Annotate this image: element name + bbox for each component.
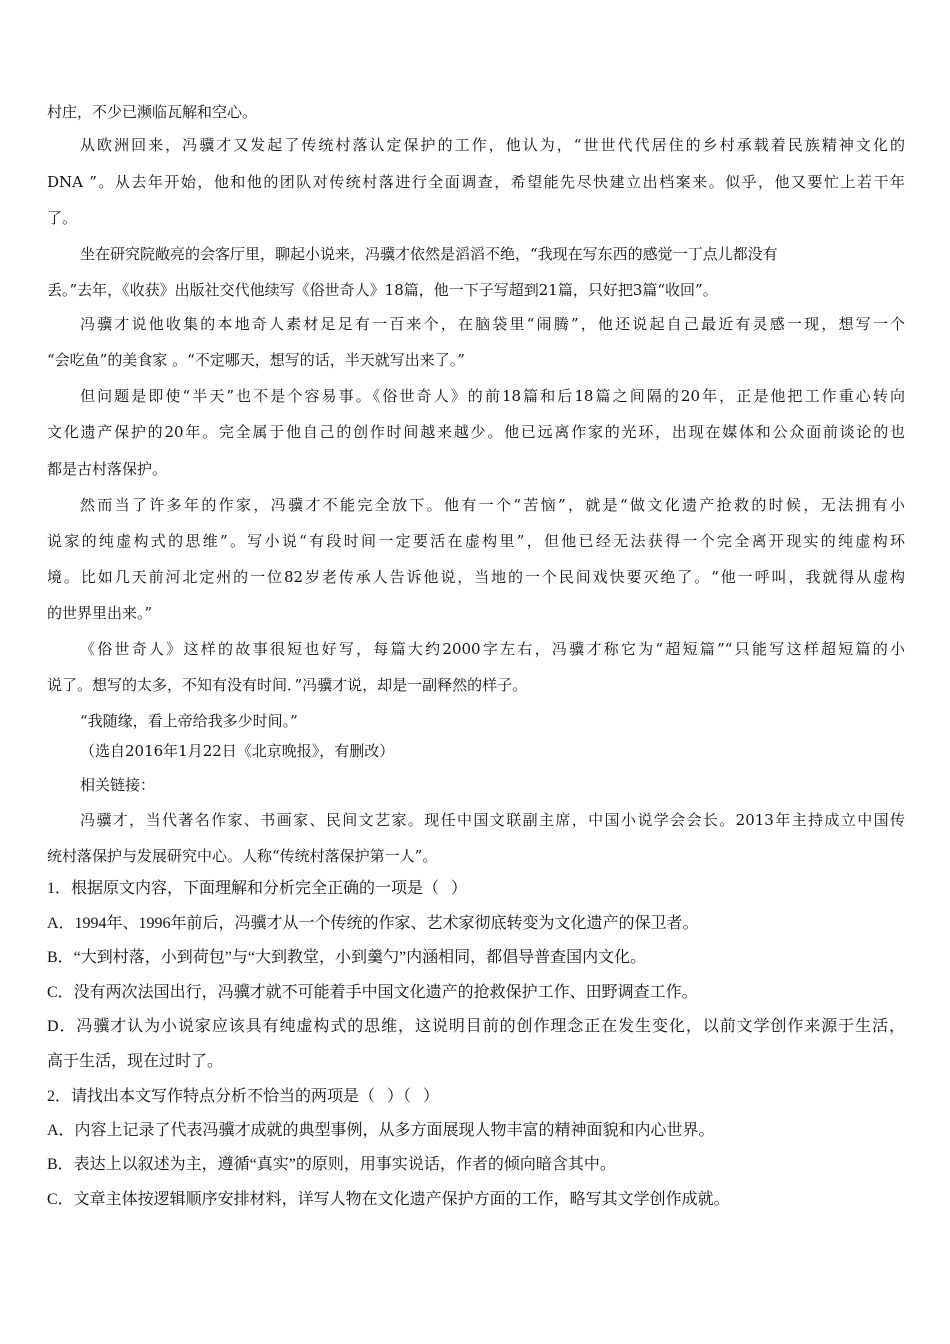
passage-line: 坐在研究院敞亮的会客厅里，聊起小说来，冯骥才依然是滔滔不绝，“我现在写东西的感觉一丁点儿都没有 (80, 245, 778, 263)
passage-line: 冯骥才说他收集的本地奇人素材足足有一百来个，在脑袋里“闹腾”，他还说起自己最近有灵感一现，想写一个 (80, 315, 905, 333)
passage-line: 文化遗产保护的20年。完全属于他自己的创作时间越来越少。他已远离作家的光环，出现在媒体和公众面前谈论的也 (47, 423, 905, 441)
passage-line: 丢。”去年，《收获》出版社交代他续写《俗世奇人》18篇，他一下子写超到21篇，只好把3篇“收回”。 (47, 281, 718, 299)
passage-line: 的世界里出来。” (47, 604, 153, 622)
passage-line: 都是古村落保护。 (47, 460, 168, 478)
passage-line: 《俗世奇人》这样的故事很短也好写，每篇大约2000字左右，冯骥才称它为“超短篇”“只能写这样超短篇的小 (80, 640, 905, 658)
passage-line: 统村落保护与发展研究中心。人称“传统村落保护第一人”。 (47, 847, 438, 865)
passage-line: 但问题是即使“半天”也不是个容易事。《俗世奇人》的前18篇和后18篇之间隔的20年，正是他把工作重心转向 (80, 387, 905, 405)
source-citation: （选自2016年1月22日《北京晚报》，有删改） (80, 742, 395, 760)
question-2-option-c: C．文章主体按逻辑顺序安排材料，详写人物在文化遗产保护方面的工作，略写其文学创作成就。 (47, 1191, 730, 1208)
question-1-option-c: C．没有两次法国出行，冯骥才就不可能着手中国文化遗产的抢救保护工作、田野调查工作。 (47, 984, 698, 1001)
passage-line: 然而当了许多年的作家，冯骥才不能完全放下。他有一个“苦恼”，就是“做文化遗产抢救的时候，无法拥有小 (80, 496, 905, 514)
passage-line: “会吃鱼”的美食家 。“不定哪天，想写的话，半天就写出来了。” (47, 351, 465, 369)
question-2-option-a: A．内容上记录了代表冯骥才成就的典型事例，从多方面展现人物丰富的精神面貌和内心世界。 (47, 1122, 715, 1139)
passage-line: 村庄，不少已濒临瓦解和空心。 (47, 103, 258, 121)
question-1-stem: 1．根据原文内容，下面理解和分析完全正确的一项是（ ） (47, 880, 468, 897)
passage-line: 境。比如几天前河北定州的一位82岁老传承人告诉他说，当地的一个民间戏快要灭绝了。“他一呼叫，我就得从虚构 (47, 568, 905, 586)
question-1-option-d-cont: 高于生活，现在过时了。 (47, 1053, 224, 1070)
passage-line: 冯骥才，当代著名作家、书画家、民间文艺家。现任中国文联副主席，中国小说学会会长。2013年主持成立中国传 (80, 811, 905, 829)
question-2-option-b: B．表达上以叙述为主，遵循“真实”的原则，用事实说话，作者的倾向暗含其中。 (47, 1156, 616, 1173)
question-1-option-d: D．冯骥才认为小说家应该具有纯虚构式的思维，这说明目前的创作理念正在发生变化，以前文学创作来源于生活， (47, 1018, 905, 1035)
related-link-heading: 相关链接： (80, 776, 156, 794)
passage-line: DNA ”。从去年开始，他和他的团队对传统村落进行全面调查，希望能先尽快建立出档案来。似乎，他又要忙上若干年 (47, 173, 905, 191)
passage-line: “我随缘，看上帝给我多少时间。” (80, 712, 298, 730)
question-1-option-b: B．“大到村落，小到荷包”与“大到教堂，小到羹勺”内涵相同，都倡导普查国内文化。 (47, 949, 647, 966)
question-2-stem: 2．请找出本文写作特点分析不恰当的两项是（ ）（ ） (47, 1088, 440, 1105)
passage-line: 从欧洲回来，冯骥才又发起了传统村落认定保护的工作，他认为，“世世代代居住的乡村承载着民族精神文化的 (80, 136, 905, 154)
question-1-option-a: A．1994年、1996年前后，冯骥才从一个传统的作家、艺术家彻底转变为文化遗产的保卫者。 (47, 915, 699, 932)
passage-line: 说了。想写的太多，不知有没有时间．”冯骥才说，却是一副释然的样子。 (47, 676, 528, 694)
passage-line: 说家的纯虚构式的思维”。写小说“有段时间一定要活在虚构里”，但他已经无法获得一个完全离开现实的纯虚构环 (47, 532, 905, 550)
passage-line: 了。 (47, 209, 78, 227)
